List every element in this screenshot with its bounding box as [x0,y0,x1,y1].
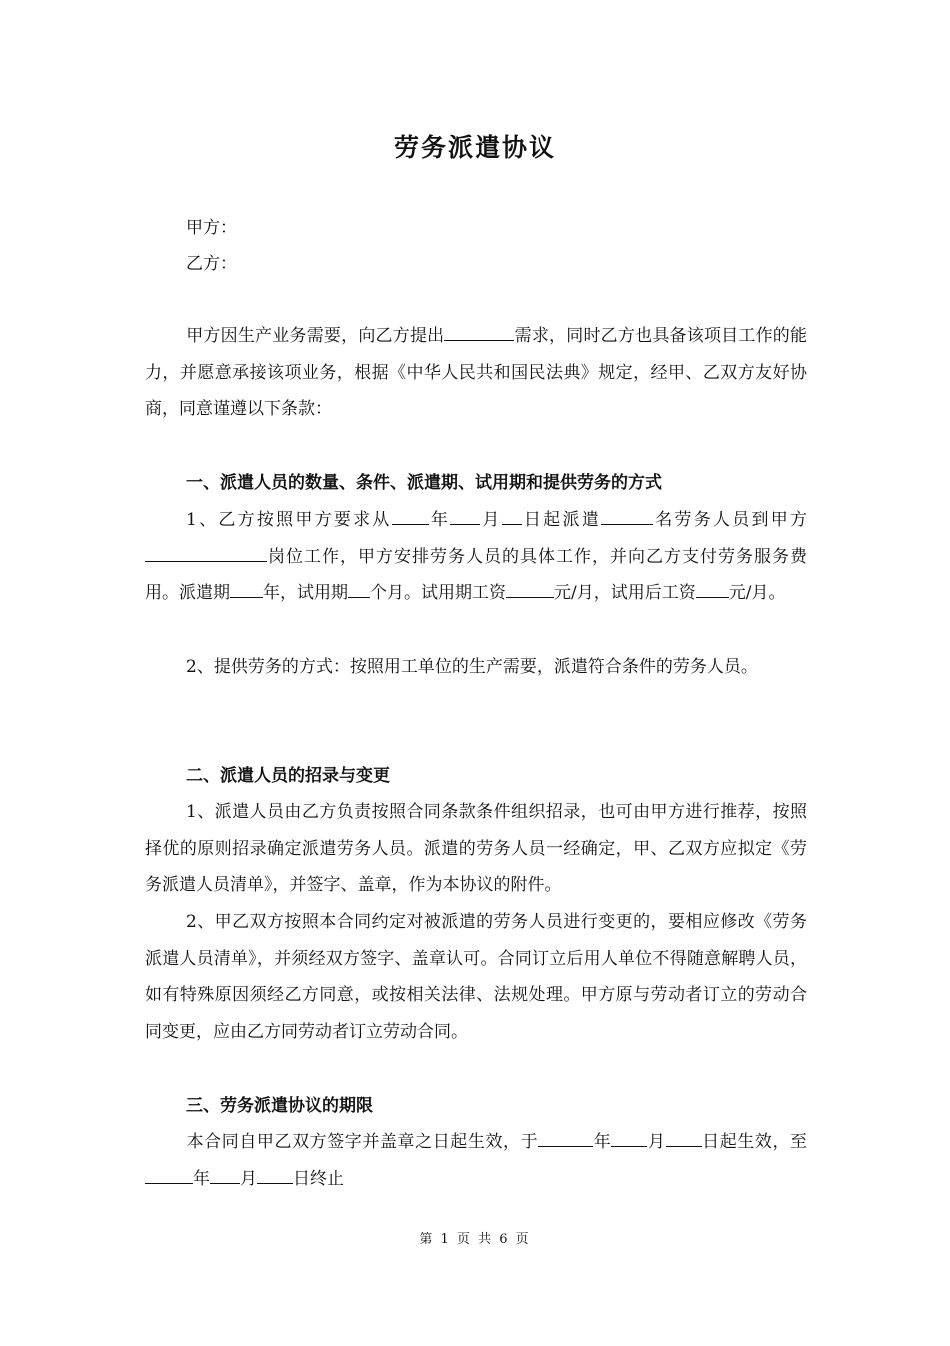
clause-text: 年 [593,1132,612,1152]
clause-text: 个月。试用期工资 [370,583,506,604]
section-3-heading: 三、劳务派遣协议的期限 [186,1096,373,1116]
clause-text: 年 [193,1168,210,1189]
clause-text: 1、乙方按照甲方要求从 [186,510,392,530]
section-1-heading: 一、派遣人员的数量、条件、派遣期、试用期和提供劳务的方式 [186,473,662,493]
clause-text: 2、提供劳务的方式：按照用工单位的生产需要，派遣符合条件的劳务人员。 [186,657,758,677]
clause-text: 1、派遣人员由乙方负责按照合同条款条件组织招录，也可由甲方进行推荐，按照择优的原则招录确定派遣劳务人员。派遣的劳务人员一经确定，甲、乙双方应拟定《劳务派遣人员清单》，并签字、盖章，作为本协议的附件。 [145,802,807,896]
blank-field [696,581,729,598]
blank-field [450,508,480,525]
party-b-label: 乙方： [186,254,237,274]
clause-text: 名劳务人员到甲方 [652,510,808,530]
clause-text: 岗位工作，甲方安排劳务人员的具体工作，并向乙方支付劳务服务费用。派遣期 [145,546,807,604]
clause-text: 元/月。 [728,583,786,604]
blank-field [392,508,429,525]
blank-field [145,1167,193,1184]
blank-field [145,545,267,562]
section-3-clause-1 [145,1124,807,1197]
blank-field [666,1130,702,1147]
party-a-label: 甲方： [186,218,237,238]
blank-field [257,1167,293,1184]
preamble-text-1: 甲方因生产业务需要，向乙方提出 [186,326,445,346]
preamble-text-2: 需求，同时乙方也具备该项目工作的能力，并愿意承接该项业务，根据《中华人民共和国民法典》规定，经甲、乙双方友好协商，同意谨遵以下条款： [145,326,808,420]
clause-text: 2、甲乙双方按照本合同约定对被派遣的劳务人员进行变更的，要相应修改《劳务派遣人员清单》，并须经双方签字、盖章认可。合同订立后用人单位不得随意解聘人员，如有特殊原因须经乙方同意，或按相关法律、法规处理。甲方原与劳动者订立的劳动合同变更，应由乙方同劳动者订立劳动合同。 [145,912,807,1043]
clause-text: 本合同自甲乙双方签字并盖章之日起生效，于 [186,1132,539,1152]
blank-field [601,508,653,525]
clause-text: 日起生效，至 [701,1132,808,1152]
clause-text: 月 [647,1132,666,1152]
section-2-heading: 二、派遣人员的招录与变更 [186,766,390,786]
clause-text: 年，试用期 [263,583,348,604]
clause-text: 日终止 [293,1168,344,1189]
blank-field [348,581,370,598]
blank-field [230,581,263,598]
clause-text: 年 [428,510,451,530]
clause-text: 月 [480,510,502,530]
blank-field [210,1167,240,1184]
blank-field [502,508,522,525]
blank-field [506,581,554,598]
section-1-clause-1 [145,502,807,612]
blank-field [444,324,514,341]
preamble-paragraph [145,318,807,428]
clause-text: 日起派遣 [521,510,601,530]
blank-field [611,1130,647,1147]
document-title: 劳务派遣协议 [393,133,556,162]
section-1-clause-2 [145,649,807,686]
blank-field [538,1130,593,1147]
section-2-clause-1 [145,794,807,904]
clause-text: 元/月，试用后工资 [554,583,696,604]
section-2-clause-2 [145,904,807,1051]
page-footer: 第 1 页 共 6 页 [419,1232,531,1247]
clause-text: 月 [240,1168,257,1189]
